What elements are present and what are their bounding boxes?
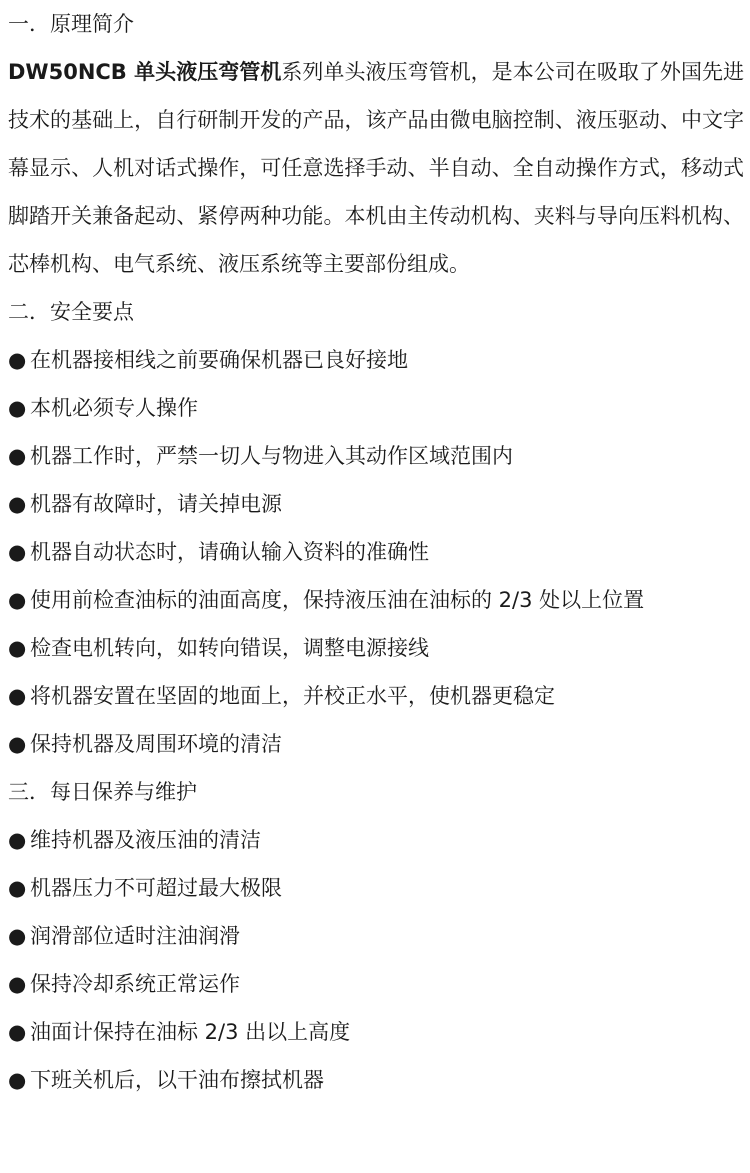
list-item-text: 将机器安置在坚固的地面上，并校正水平，使机器更稳定 xyxy=(30,684,555,708)
bullet-icon: ● xyxy=(8,876,27,900)
section-heading-safety: 二．安全要点 xyxy=(8,300,134,324)
list-item xyxy=(8,672,744,720)
list-item-text: 润滑部位适时注油润滑 xyxy=(30,924,240,948)
intro-body-text: 系列单头液压弯管机，是本公司在吸取了外国先进技术的基础上，自行研制开发的产品，该产品由微电脑控制、液压驱动、中文字幕显示、人机对话式操作，可任意选择手动、半自动、全自动操作方式，移动式脚踏开关兼备起动、紧停两种功能。本机由主传动机构、夹料与导向压料机构、芯棒机构、电气系统、液压系统等主要部份组成。 xyxy=(8,60,745,276)
list-item xyxy=(8,912,744,960)
bullet-icon: ● xyxy=(8,540,27,564)
list-item-text: 机器压力不可超过最大极限 xyxy=(30,876,282,900)
list-item xyxy=(8,816,744,864)
list-item-text: 保持机器及周围环境的清洁 xyxy=(30,732,282,756)
bullet-icon: ● xyxy=(8,1020,27,1044)
list-item xyxy=(8,1008,744,1056)
list-item-text: 机器有故障时，请关掉电源 xyxy=(30,492,282,516)
maintenance-list xyxy=(8,816,744,1104)
list-item-text: 机器自动状态时，请确认输入资料的准确性 xyxy=(30,540,429,564)
list-item xyxy=(8,624,744,672)
list-item-text: 检查电机转向，如转向错误，调整电源接线 xyxy=(30,636,429,660)
list-item-text: 油面计保持在油标 2/3 出以上高度 xyxy=(30,1020,351,1044)
bullet-icon: ● xyxy=(8,348,27,372)
list-item-text: 维持机器及液压油的清洁 xyxy=(30,828,261,852)
bullet-icon: ● xyxy=(8,1068,27,1092)
list-item xyxy=(8,384,744,432)
list-item xyxy=(8,432,744,480)
list-item-text: 在机器接相线之前要确保机器已良好接地 xyxy=(30,348,408,372)
bullet-icon: ● xyxy=(8,732,27,756)
bullet-icon: ● xyxy=(8,684,27,708)
intro-paragraph xyxy=(8,48,744,288)
bullet-icon: ● xyxy=(8,444,27,468)
list-item xyxy=(8,576,744,624)
list-item-text: 保持冷却系统正常运作 xyxy=(30,972,240,996)
section-heading-maintenance: 三．每日保养与维护 xyxy=(8,780,197,804)
bullet-icon: ● xyxy=(8,828,27,852)
list-item xyxy=(8,720,744,768)
bullet-icon: ● xyxy=(8,924,27,948)
bullet-icon: ● xyxy=(8,972,27,996)
list-item xyxy=(8,864,744,912)
document xyxy=(8,0,744,1104)
list-item-text: 下班关机后，以干油布擦拭机器 xyxy=(30,1068,324,1092)
section-heading-intro: 一．原理简介 xyxy=(8,12,134,36)
list-item xyxy=(8,960,744,1008)
list-item xyxy=(8,1056,744,1104)
bullet-icon: ● xyxy=(8,492,27,516)
list-item xyxy=(8,480,744,528)
list-item xyxy=(8,336,744,384)
bullet-icon: ● xyxy=(8,636,27,660)
intro-product-name: DW50NCB 单头液压弯管机 xyxy=(8,60,282,84)
list-item-text: 本机必须专人操作 xyxy=(30,396,198,420)
safety-list xyxy=(8,336,744,768)
list-item-text: 机器工作时，严禁一切人与物进入其动作区域范围内 xyxy=(30,444,513,468)
list-item-text: 使用前检查油标的油面高度，保持液压油在油标的 2/3 处以上位置 xyxy=(30,588,645,612)
bullet-icon: ● xyxy=(8,588,27,612)
list-item xyxy=(8,528,744,576)
bullet-icon: ● xyxy=(8,396,27,420)
